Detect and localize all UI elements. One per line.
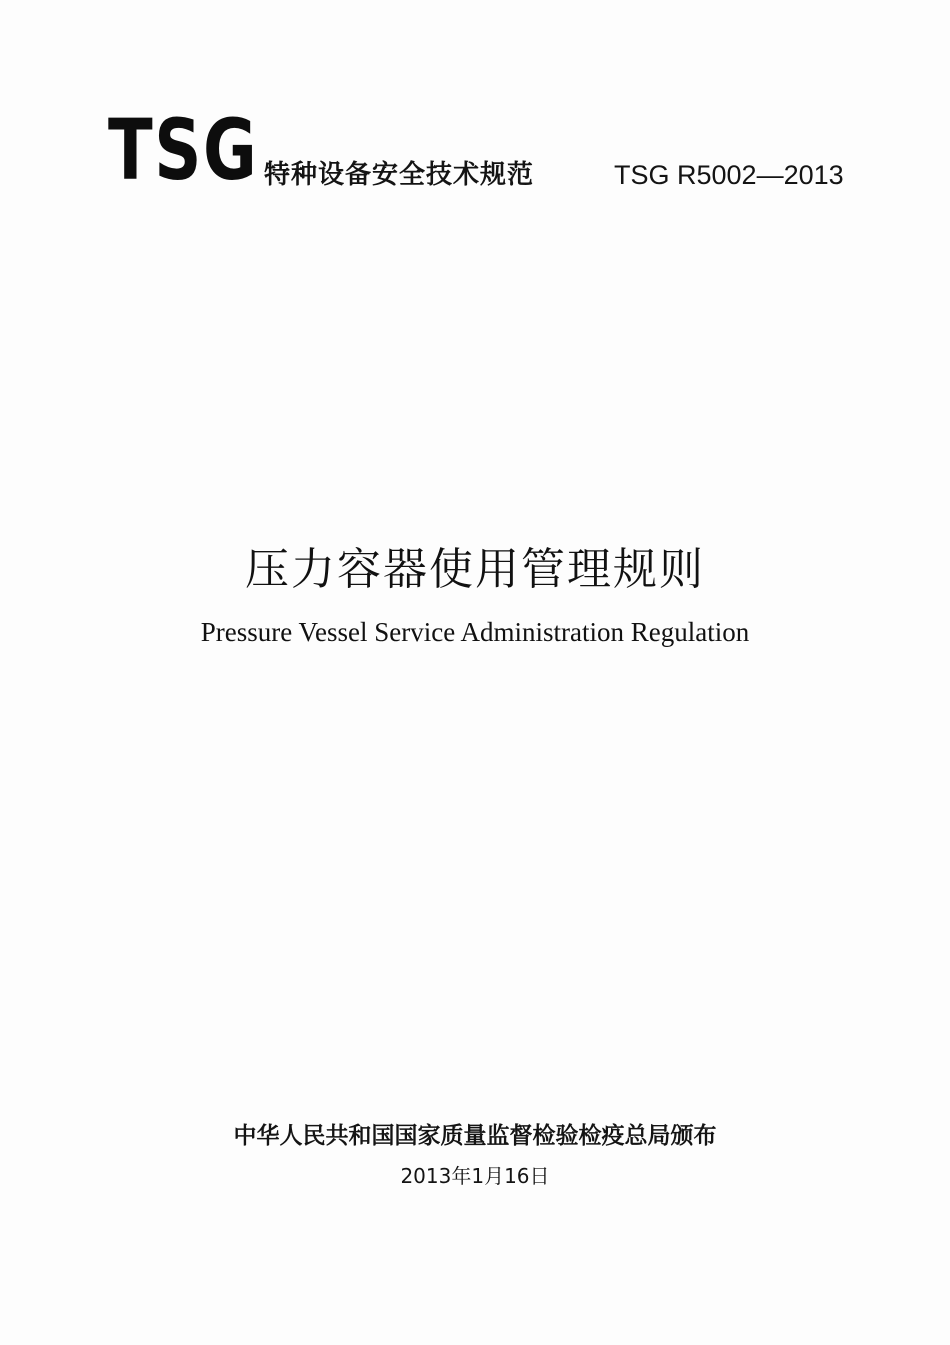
cover-header <box>108 101 848 200</box>
publication-date: 2013年1月16日 <box>400 1164 550 1188</box>
document-title-chinese: 压力容器使用管理规则 <box>245 544 705 595</box>
publisher-line: 中华人民共和国国家质量监督检验检疫总局颁布 <box>233 1123 717 1149</box>
standard-code: TSG R5002—2013 <box>614 160 844 190</box>
series-name: 特种设备安全技术规范 <box>264 160 535 190</box>
document-title-english: Pressure Vessel Service Administration Regulation <box>200 617 750 647</box>
tsg-logo: TSG <box>108 101 259 199</box>
